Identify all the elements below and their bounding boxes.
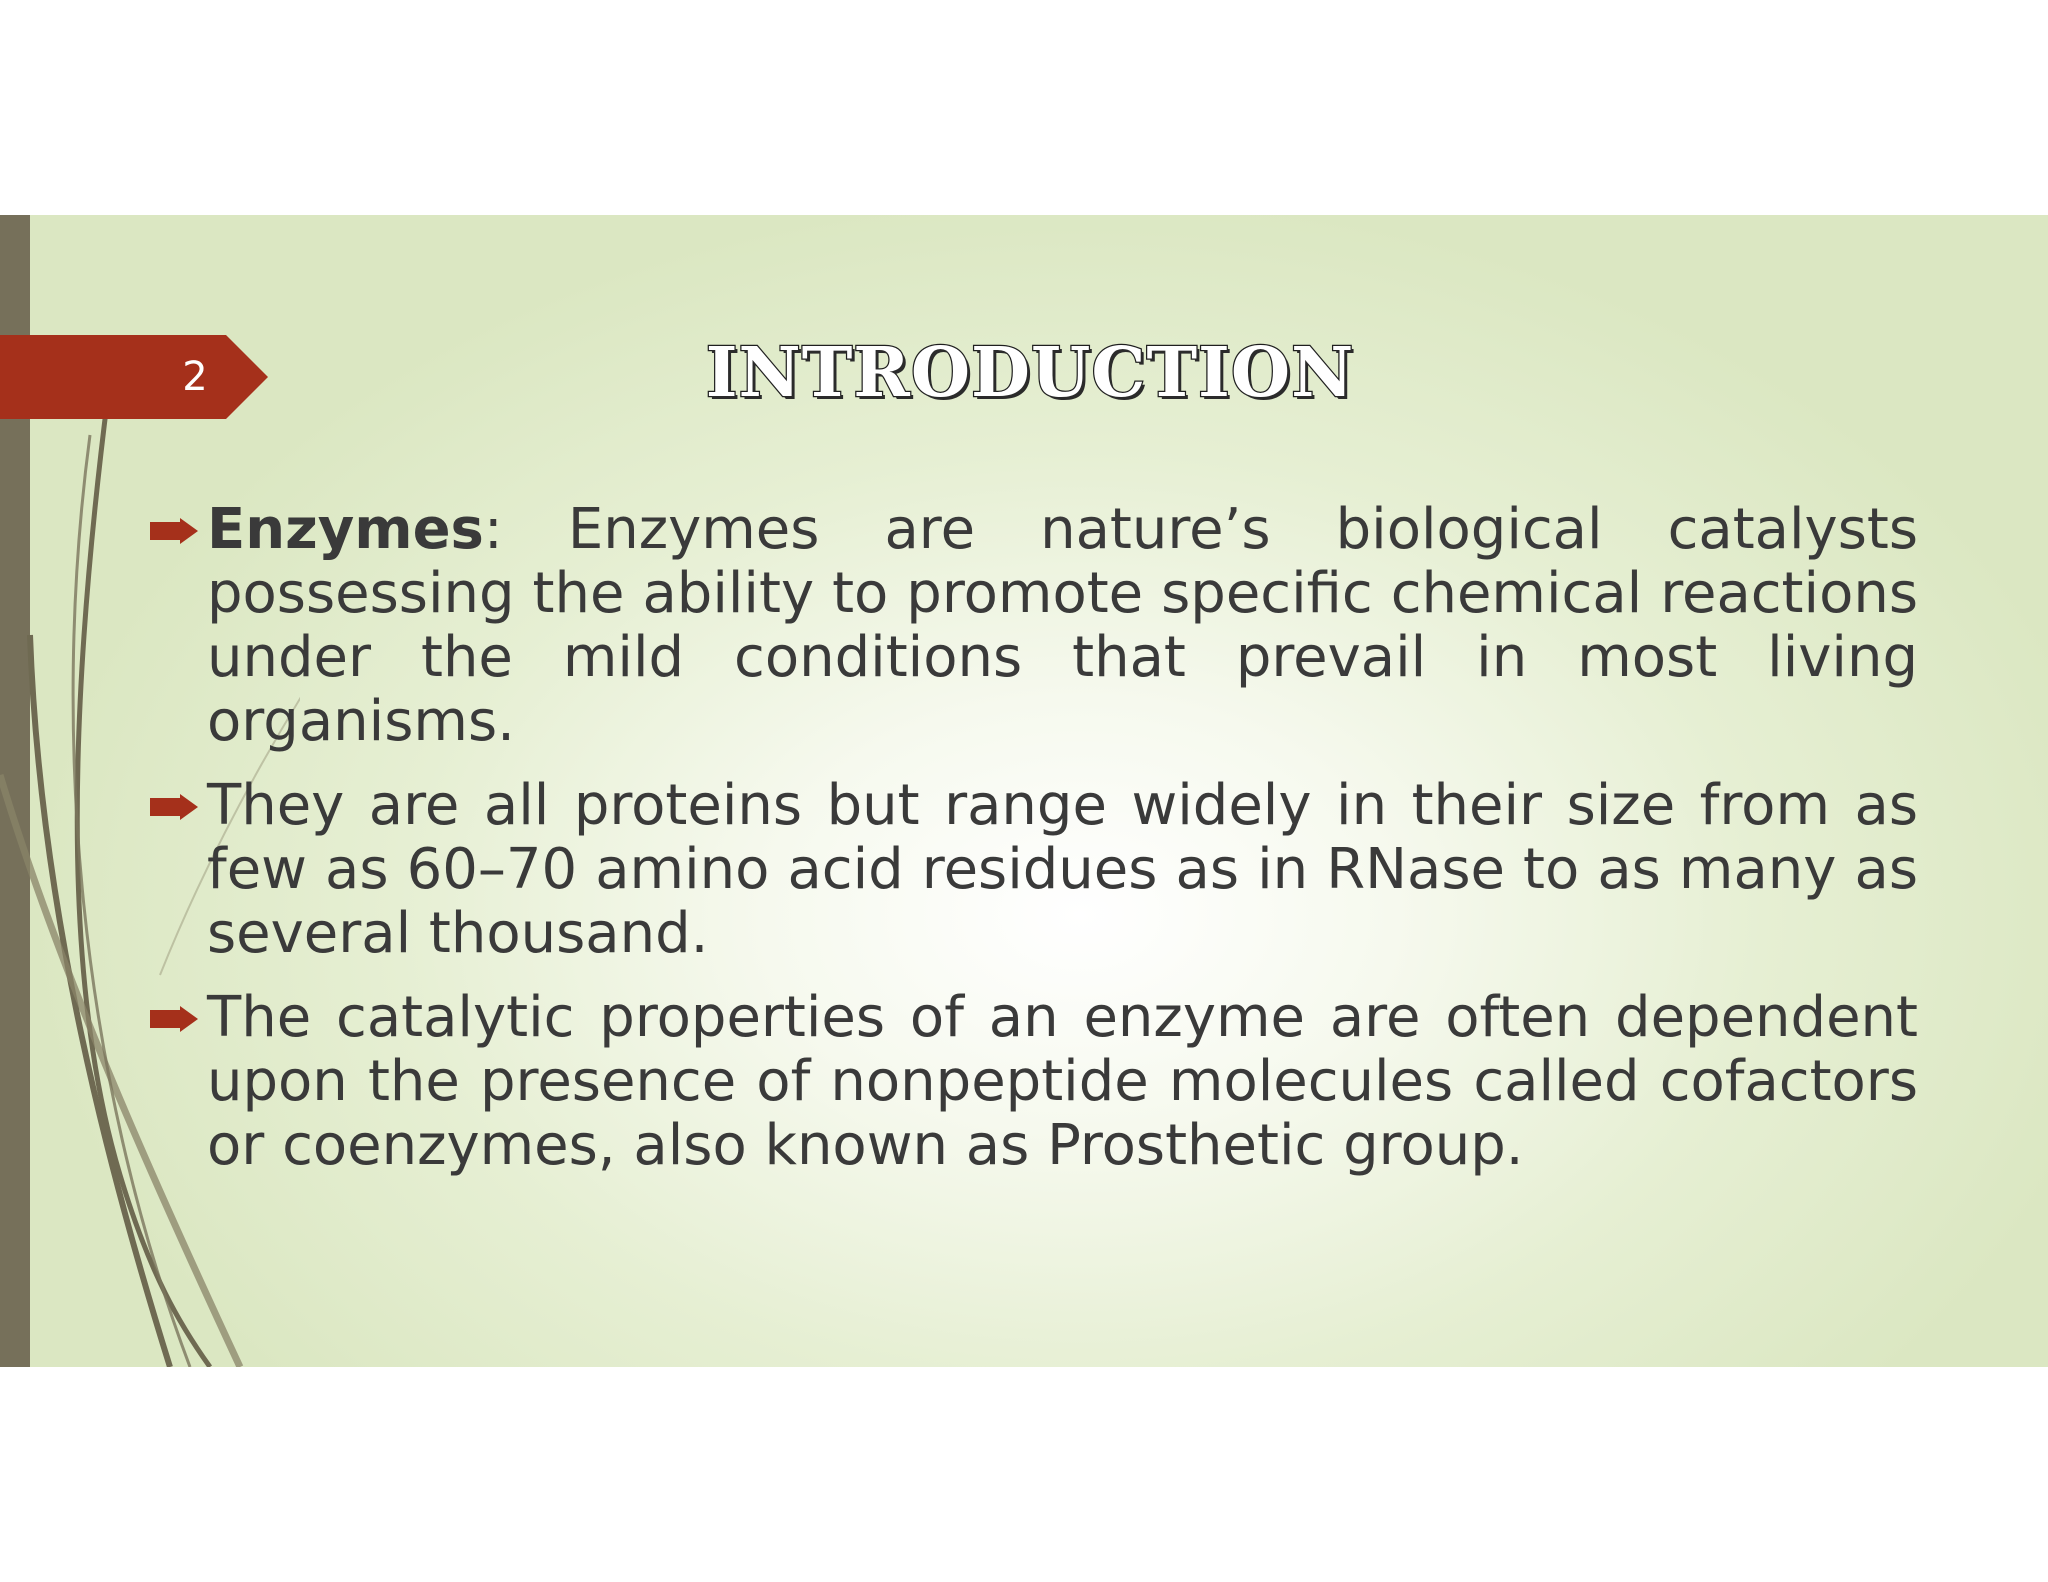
bullet-term: Enzymes xyxy=(207,497,484,562)
bullet-item xyxy=(150,498,1918,754)
bullet-text: The catalytic properties of an enzyme are often dependent upon the presence of nonpeptide molecules called cofactors or coenzymes, also known as Prosthetic group. xyxy=(207,985,1918,1178)
bullet-item xyxy=(150,986,1918,1178)
bullet-item xyxy=(150,774,1918,966)
slide xyxy=(0,215,2048,1367)
arrow-bullet-icon xyxy=(150,1006,198,1032)
bullet-text: They are all proteins but range widely in their size from as few as 60–70 amino acid residues as in RNase to as many as several thousand. xyxy=(207,773,1918,966)
arrow-bullet-icon xyxy=(150,518,198,544)
page-number: 2 xyxy=(182,354,208,400)
bullet-text: Enzymes are nature’s biological catalysts possessing the ability to promote specific chemical reactions under the mild conditions that prevail in most living organisms. xyxy=(207,497,1918,754)
page-number-tab xyxy=(0,335,268,419)
slide-title: INTRODUCTION xyxy=(705,333,1355,413)
bullet-separator: : xyxy=(483,497,503,562)
bullet-list xyxy=(150,498,1918,1198)
arrow-bullet-icon xyxy=(150,794,198,820)
